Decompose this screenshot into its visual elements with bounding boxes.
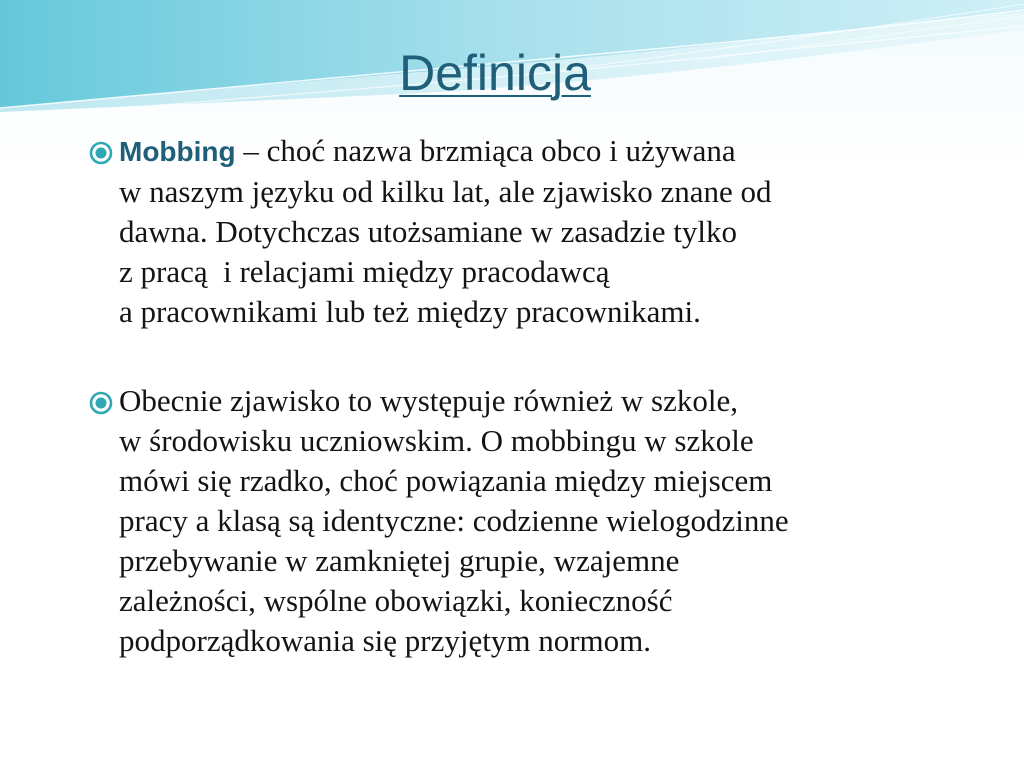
bullet-item [88,381,988,661]
circle-dot-bullet-icon [88,390,114,416]
circle-dot-bullet-icon [88,140,114,166]
slide-title: Definicja [399,45,591,101]
bullet-line: a pracownikami lub też między pracownikami. [119,294,701,329]
bullet-line [119,131,988,172]
bullet-line: z pracą i relacjami między pracodawcą [119,254,610,289]
slide-content [88,131,988,661]
bullet-line: w środowisku uczniowskim. O mobbingu w szkole [119,423,754,458]
bullet-line: podporządkowania się przyjętym normom. [119,623,652,658]
bullet-item [88,131,988,332]
bullet-line: przebywanie w zamkniętej grupie, wzajemne [119,543,680,578]
bullet-line: zależności, wspólne obowiązki, konieczność [119,583,673,618]
bullet-line: dawna. Dotychczas utożsamiane w zasadzie tylko [119,214,738,249]
bullet-line: w naszym języku od kilku lat, ale zjawisko znane od [119,174,772,209]
bullet-line: mówi się rzadko, choć powiązania między miejscem [119,463,773,498]
bullet-line: Obecnie zjawisko to występuje również w szkole, [119,383,738,418]
bullet-line: pracy a klasą są identyczne: codzienne wielogodzinne [119,503,789,538]
bullet-text: – choć nazwa brzmiąca obco i używana [235,133,736,168]
term-mobbing: Mobbing [119,136,236,167]
